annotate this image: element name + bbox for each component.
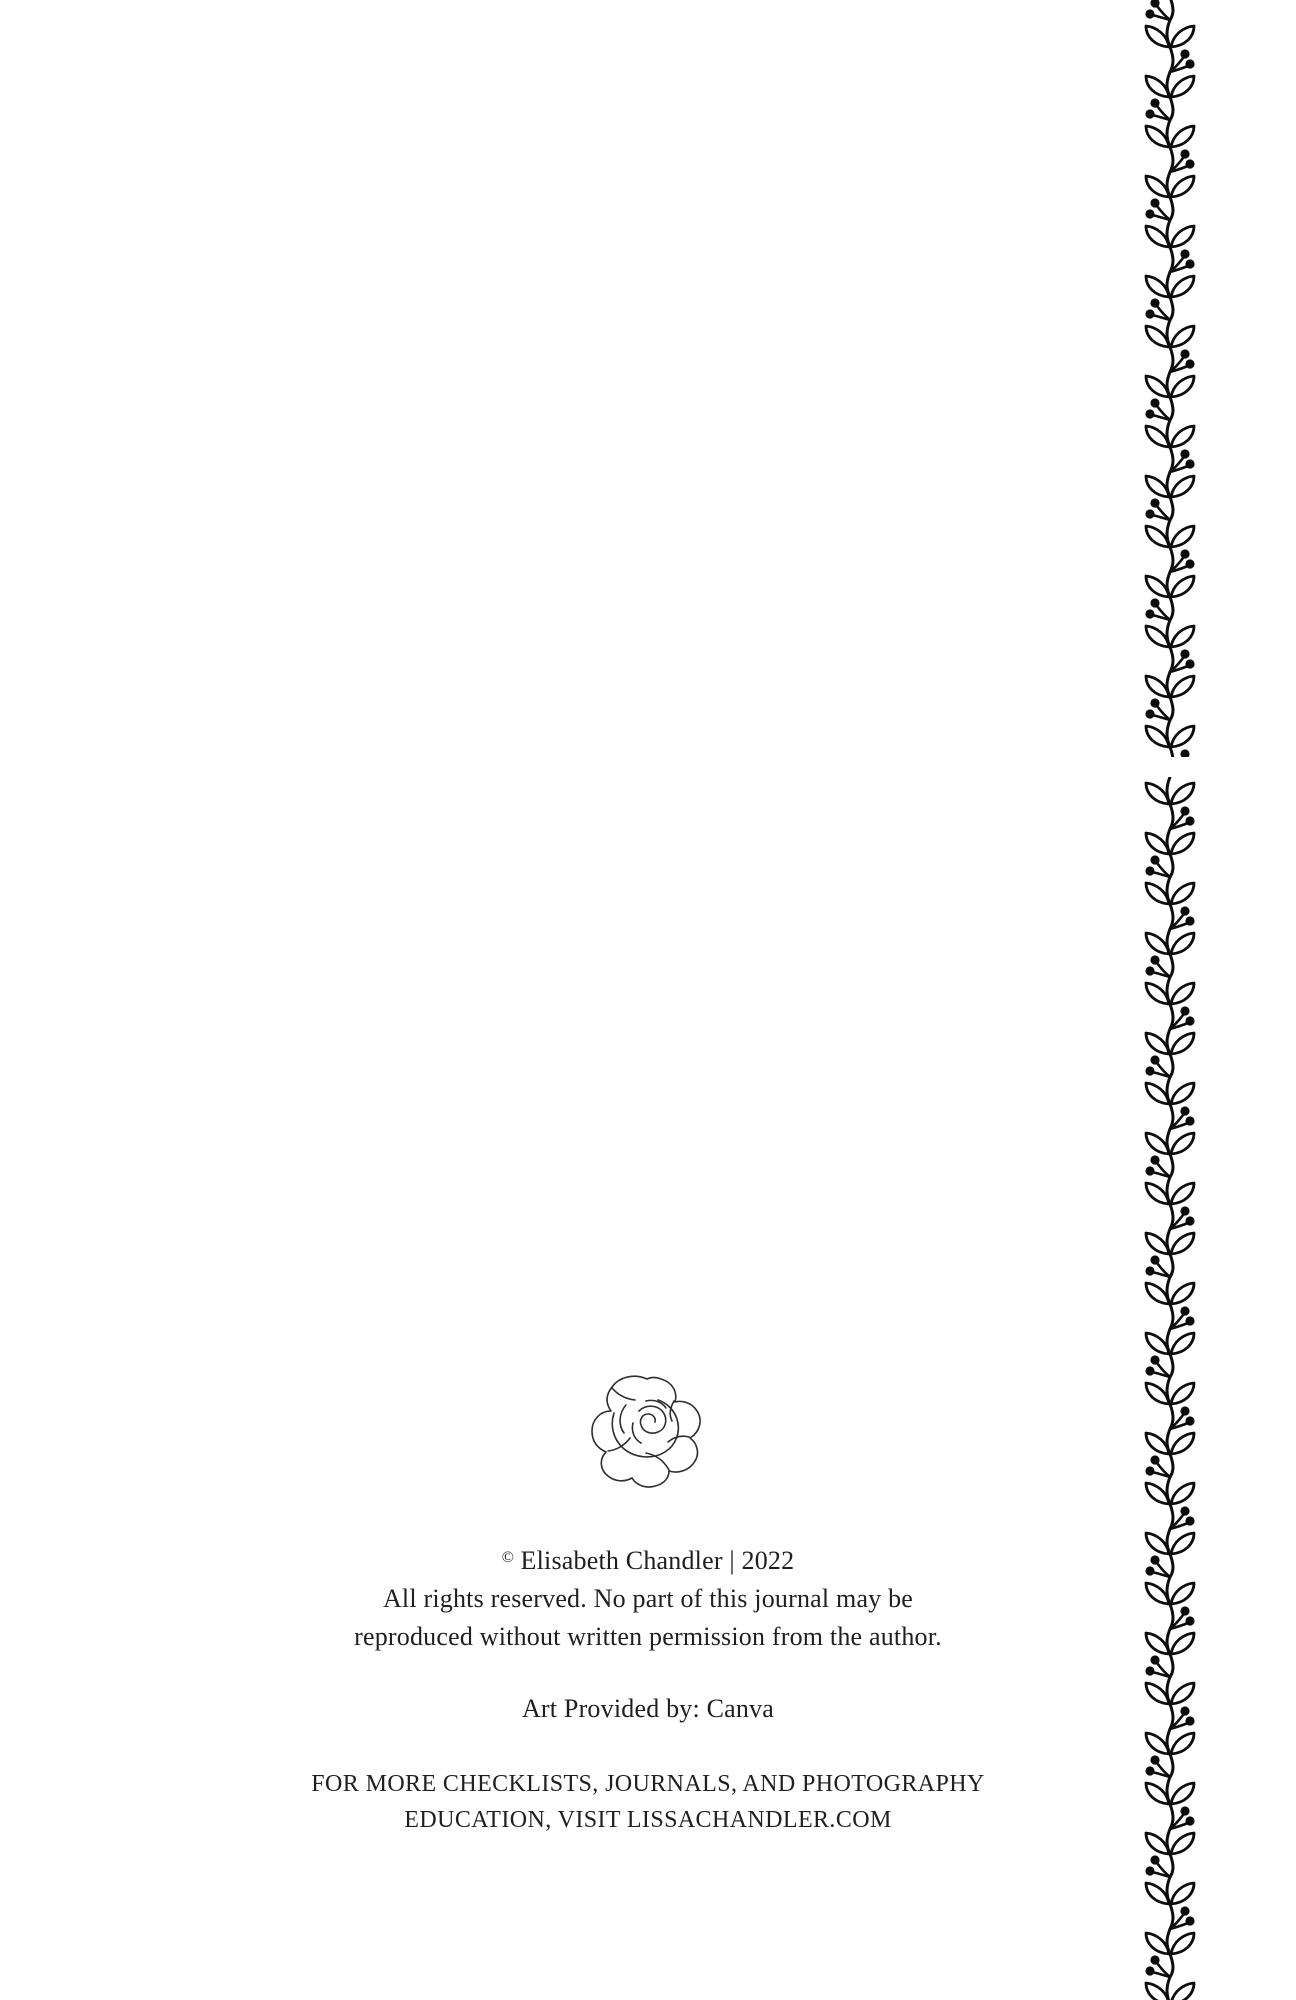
copyright-author-line	[0, 1539, 1296, 1580]
art-credit: Art Provided by: Canva	[521, 1694, 775, 1723]
rights-line-2: reproduced without written permission from the author.	[354, 1622, 942, 1651]
copyright-notice	[0, 1539, 1296, 1656]
rights-line-1: All rights reserved. No part of this journal may be	[382, 1584, 914, 1613]
copyright-symbol: ©	[501, 1549, 514, 1566]
promo-line-1: FOR MORE CHECKLISTS, JOURNALS, AND PHOTOGRAPHY	[311, 1771, 985, 1797]
author-year-text: Elisabeth Chandler | 2022	[520, 1546, 795, 1575]
promo-text	[0, 1766, 1296, 1838]
vine-segment-top	[1145, 0, 1194, 820]
rose-icon	[584, 1371, 714, 1493]
promo-line-2: EDUCATION, VISIT LISSACHANDLER.COM	[404, 1807, 892, 1833]
